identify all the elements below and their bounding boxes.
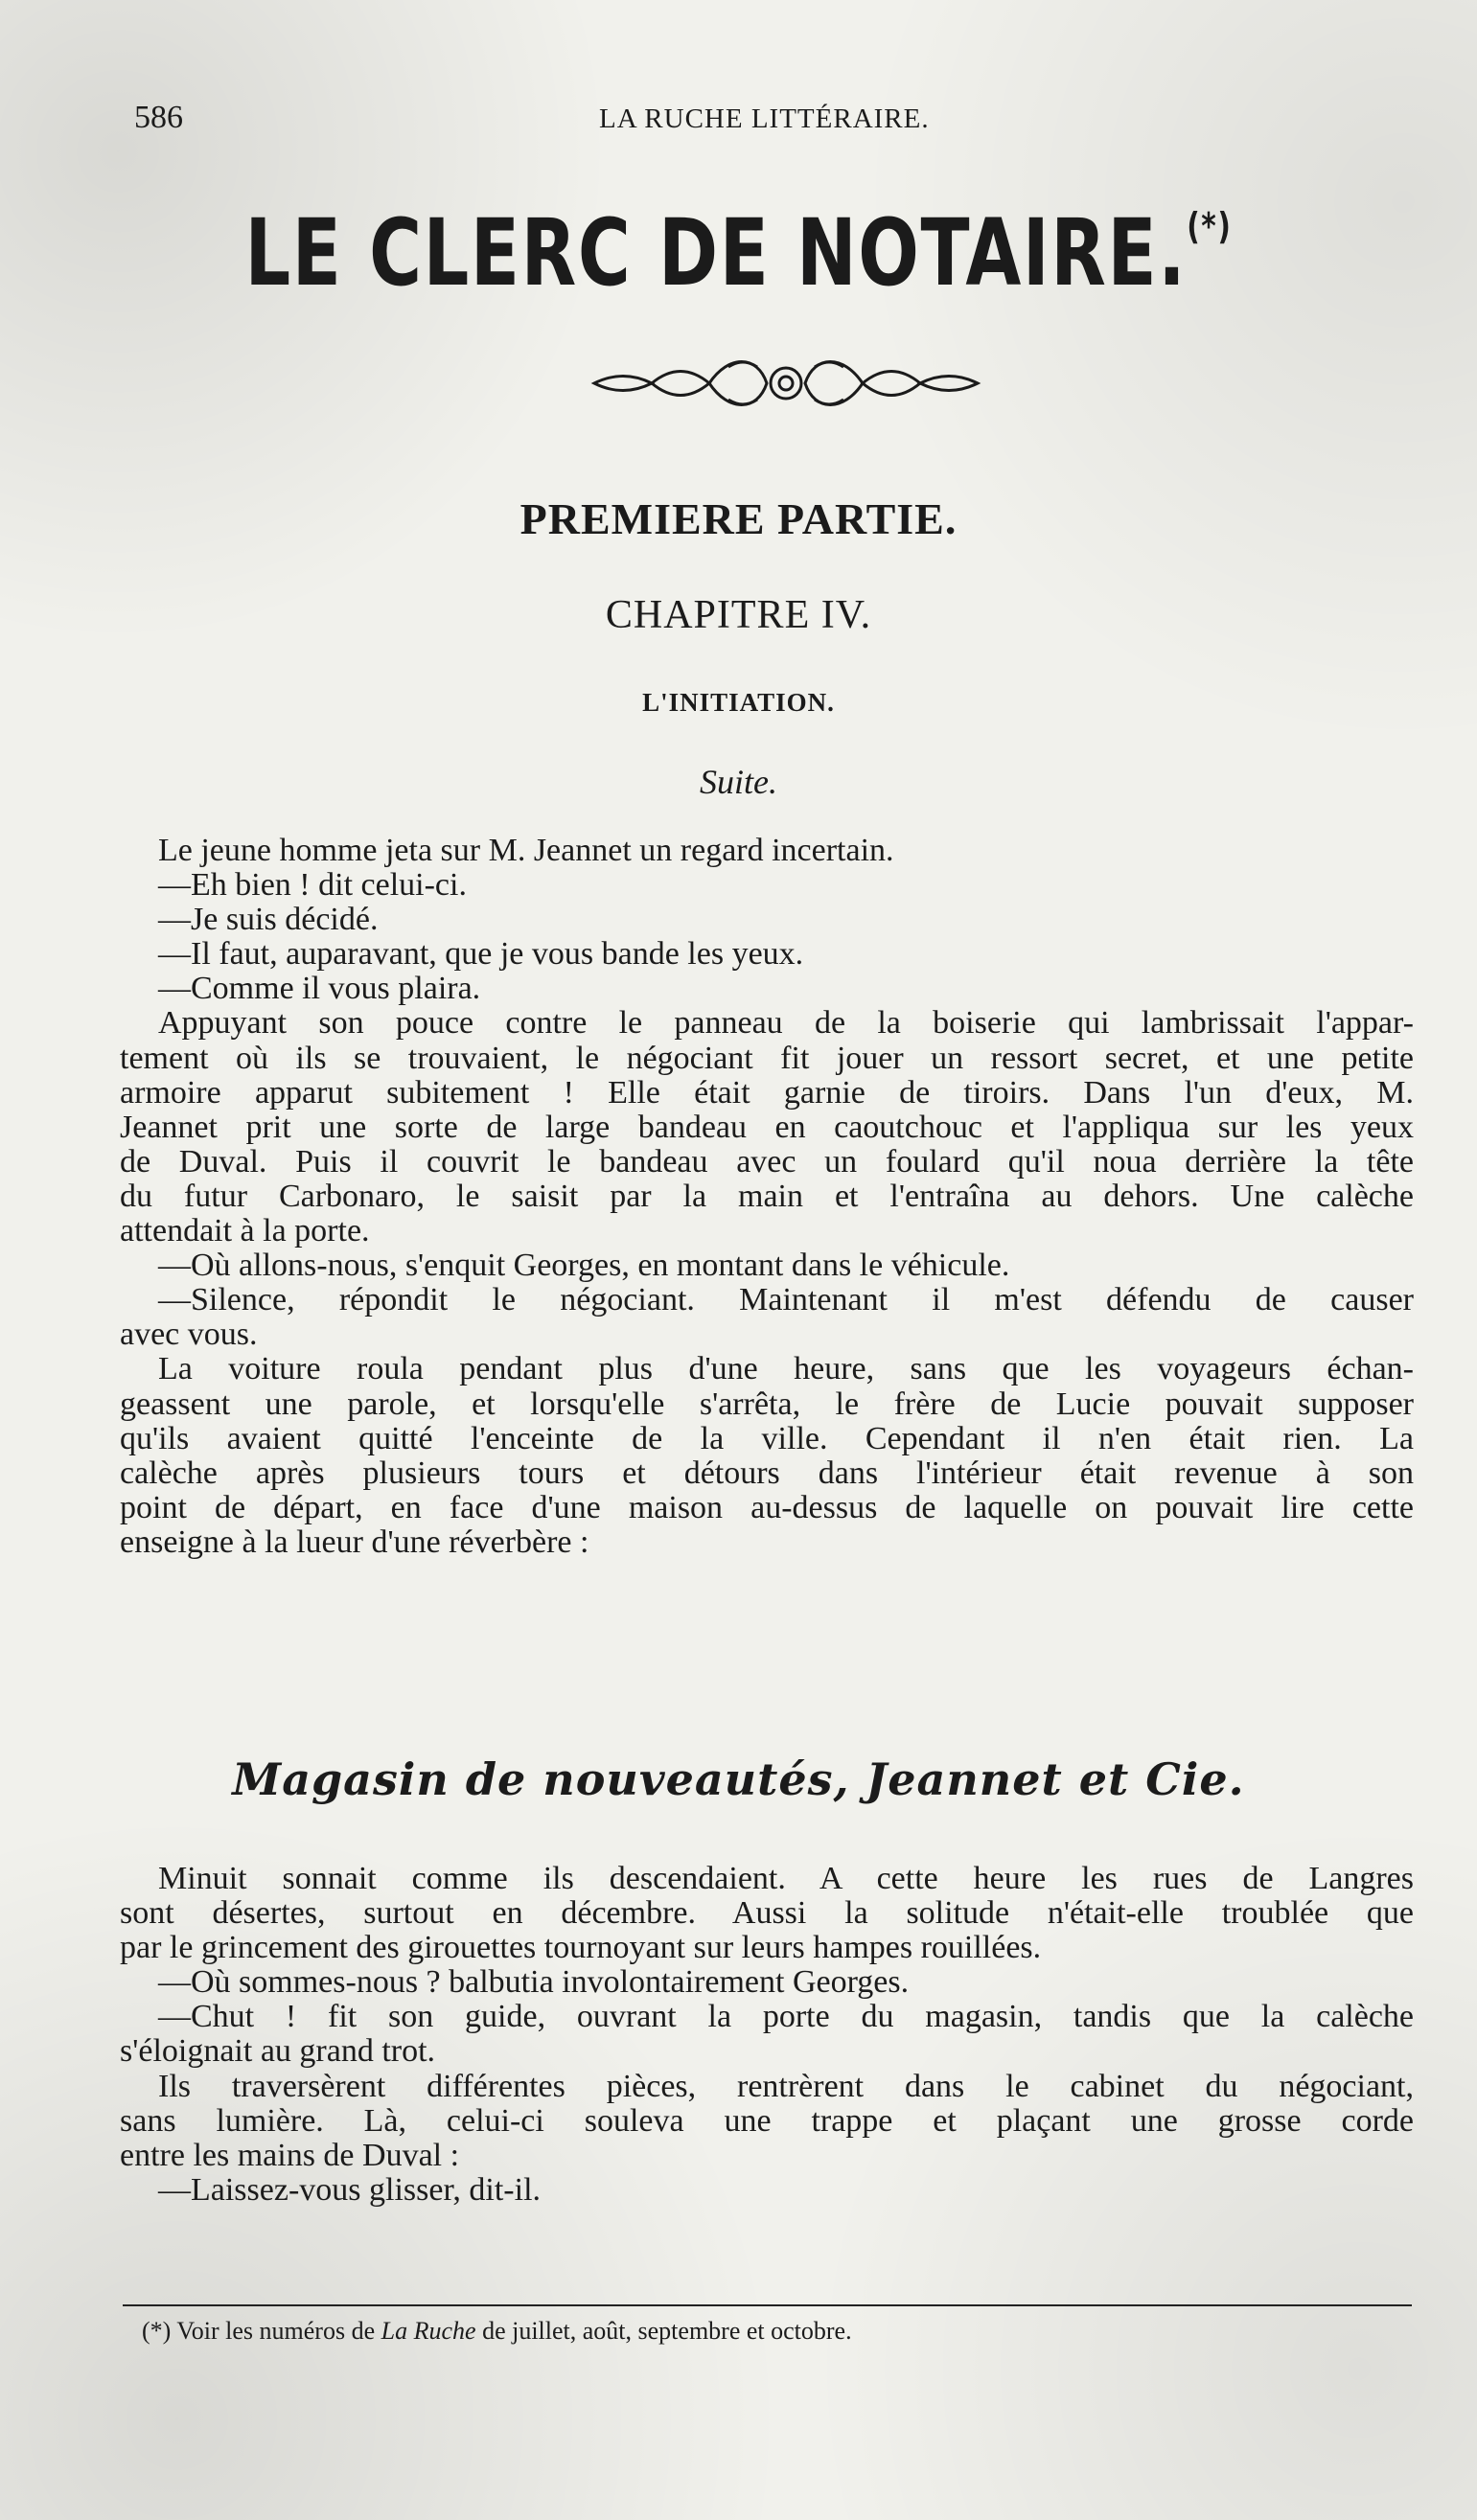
text-line: sont désertes, surtout en décembre. Aussi la solitude n'était-elle troublée que [120, 1896, 1414, 1932]
text-line: attendait à la porte. [120, 1213, 370, 1249]
text-line: enseigne à la lueur d'une réverbère : [120, 1523, 589, 1560]
text-line: —Chut ! fit son guide, ouvrant la porte du magasin, tandis que la calèche [158, 2000, 1414, 2035]
page-number: 586 [134, 100, 183, 135]
text-line: La voiture roula pendant plus d'une heure, sans que les voyageurs échan- [158, 1352, 1414, 1387]
text-line: —Il faut, auparavant, que je vous bande les yeux. [158, 936, 804, 973]
page-header [134, 100, 1380, 148]
body-text-part-1 [120, 834, 1414, 1560]
text-line: tement où ils se trouvaient, le négociant fit jouer un ressort secret, et une petite [120, 1041, 1414, 1076]
footnote-journal-name: La Ruche [381, 2317, 476, 2345]
text-line: Jeannet prit une sorte de large bandeau en caoutchouc et l'appliqua sur les yeux [120, 1110, 1414, 1145]
section-title: L'INITIATION. [642, 688, 835, 717]
footnote [142, 2317, 852, 2346]
footnote-text-after: de juillet, août, septembre et octobre. [475, 2317, 852, 2345]
text-line: calèche après plusieurs tours et détours dans l'intérieur était revenue à son [120, 1455, 1414, 1491]
footnote-mark: (*) [142, 2317, 172, 2345]
text-line: Minuit sonnait comme ils descendaient. A cette heure les rues de Langres [158, 1862, 1414, 1896]
text-line: point de départ, en face d'une maison au-dessus de laquelle on pouvait lire cette [120, 1490, 1414, 1525]
text-line: qu'ils avaient quitté l'enceinte de la ville. Cependant il n'en était rien. La [120, 1421, 1414, 1456]
footnote-text-before: Voir les numéros de [176, 2317, 381, 2345]
chapter-title: CHAPITRE IV. [605, 593, 872, 637]
text-line: sans lumière. Là, celui-ci souleva une trappe et plaçant une grosse corde [120, 2103, 1414, 2139]
ornament-divider-icon [585, 350, 987, 417]
text-line: avec vous. [120, 1317, 258, 1353]
text-line: Appuyant son pouce contre le panneau de la boiserie qui lambrissait l'appar- [158, 1006, 1414, 1042]
text-line: s'éloignait au grand trot. [120, 2033, 436, 2070]
text-line: —Comme il vous plaira. [158, 971, 481, 1007]
text-line: —Silence, répondit le négociant. Maintenant il m'est défendu de causer [158, 1283, 1414, 1318]
article-title-text: LE CLERC DE NOTAIRE. [244, 199, 1188, 307]
text-line: geassent une parole, et lorsqu'elle s'arrêta, le frère de Lucie pouvait supposer [120, 1386, 1414, 1422]
shop-sign-text: Magasin de nouveautés, Jeannet et Cie. [232, 1753, 1245, 1805]
part-title: PREMIERE PARTIE. [519, 494, 958, 543]
body-text-part-2 [120, 1862, 1414, 2208]
text-line: Ils traversèrent différentes pièces, rentrèrent dans le cabinet du négociant, [158, 2069, 1414, 2104]
text-line: —Eh bien ! dit celui-ci. [158, 867, 467, 904]
text-line: entre les mains de Duval : [120, 2137, 460, 2173]
text-line: du futur Carbonaro, le saisit par la main et l'entraîna au dehors. Une calèche [120, 1179, 1414, 1214]
text-line: de Duval. Puis il couvrit le bandeau avec un foulard qu'il noua derrière la tête [120, 1144, 1414, 1180]
text-line: —Où sommes-nous ? balbutia involontairement Georges. [158, 1964, 910, 2001]
continued-label: Suite. [700, 763, 777, 801]
text-line: armoire apparut subitement ! Elle était garnie de tiroirs. Dans l'un d'eux, M. [120, 1075, 1414, 1111]
text-line: Le jeune homme jeta sur M. Jeannet un regard incertain. [158, 833, 894, 868]
text-line: —Je suis décidé. [158, 902, 379, 938]
article-title [163, 199, 1315, 307]
footnote-reference-mark: (*) [1187, 205, 1233, 247]
running-title: LA RUCHE LITTÉRAIRE. [599, 103, 930, 134]
text-line: par le grincement des girouettes tournoyant sur leurs hampes rouillées. [120, 1930, 1042, 1966]
text-line: —Où allons-nous, s'enquit Georges, en montant dans le véhicule. [158, 1248, 1010, 1284]
footnote-divider [123, 2304, 1412, 2306]
text-line: —Laissez-vous glisser, dit-il. [158, 2171, 542, 2208]
